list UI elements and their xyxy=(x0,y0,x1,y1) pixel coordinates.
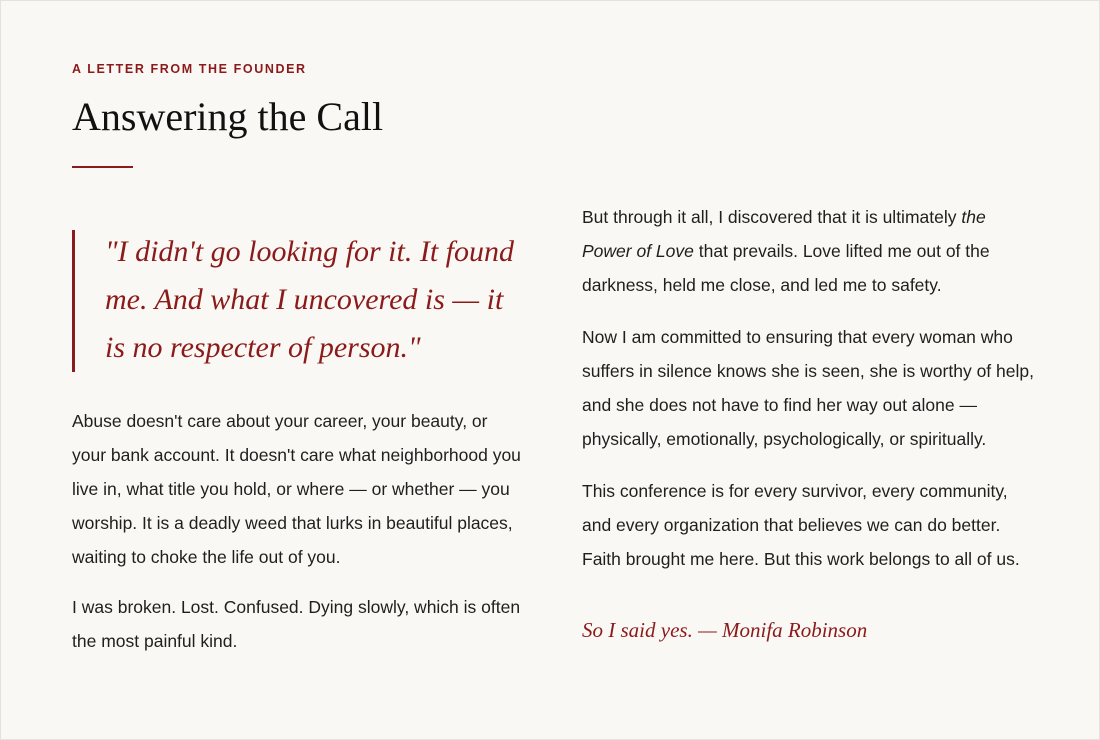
left-paragraph-1: Abuse doesn't care about your career, your beauty, or your bank account. It doesn't care what neighborhood you live in, what title you hold, or where — or whether — you worship. It is a deadly weed that lurks in beautiful places, waiting to choke the life out of you. xyxy=(72,411,521,567)
eyebrow-label: A LETTER FROM THE FOUNDER xyxy=(72,62,307,76)
left-column xyxy=(72,61,522,658)
power-of-love-emphasis: the Power of Love xyxy=(582,207,986,261)
right-paragraph-1-before: But through it all, I discovered that it is ultimately xyxy=(582,207,962,227)
right-paragraph-3: This conference is for every survivor, every community, and every organization that believes we can do better. Faith brought me here. But this work belongs to all of us. xyxy=(582,481,1020,569)
left-paragraph-2: I was broken. Lost. Confused. Dying slowly, which is often the most painful kind. xyxy=(72,597,521,651)
pull-quote xyxy=(72,230,522,372)
signature: So I said yes. — Monifa Robinson xyxy=(582,618,868,642)
page-title: Answering the Call xyxy=(72,94,384,139)
right-paragraph-1-after: that prevails. Love lifted me out of the darkness, held me close, and led me to safety. xyxy=(582,241,990,295)
title-divider xyxy=(72,166,133,168)
right-column xyxy=(582,200,1037,646)
right-paragraph-2: Now I am committed to ensuring that every woman who suffers in silence knows she is seen, she is worthy of help, and she does not have to find her way out alone — physically, emotionally, psychologically, or spiritually. xyxy=(582,327,1034,449)
pull-quote-text: "I didn't go looking for it. It found me. And what I uncovered is — it is no respecter of person." xyxy=(105,235,514,364)
right-paragraph-1 xyxy=(582,200,1037,302)
